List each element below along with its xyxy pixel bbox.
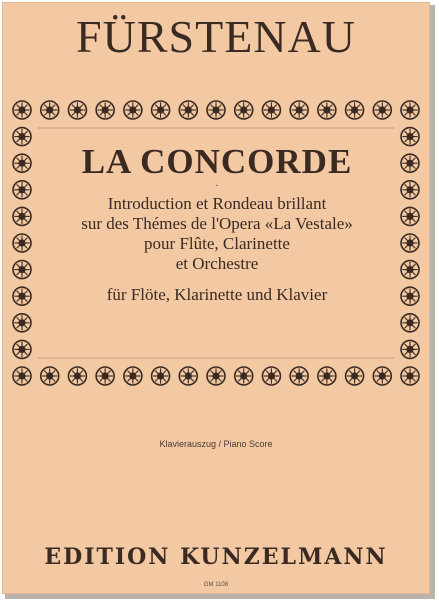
rosette-ornament <box>41 101 59 119</box>
rosette-ornament <box>401 367 419 385</box>
rosette-ornament <box>401 101 419 119</box>
rosette-ornament <box>13 207 31 225</box>
rosette-ornament <box>262 367 280 385</box>
rosette-ornament <box>96 101 114 119</box>
rosette-ornament <box>13 314 31 332</box>
rosette-ornament <box>13 181 31 199</box>
rosette-ornament <box>401 314 419 332</box>
work-title: LA CONCORDE <box>81 142 353 181</box>
rosette-ornament <box>235 101 253 119</box>
rosette-ornament <box>318 367 336 385</box>
composer-name: FÜRSTENAU <box>76 11 356 62</box>
rosette-ornament <box>235 367 253 385</box>
rosette-ornament <box>346 367 364 385</box>
title-separator: · <box>215 181 219 192</box>
rosette-ornament <box>13 128 31 146</box>
rosette-ornament <box>290 101 308 119</box>
rosette-ornament <box>290 367 308 385</box>
rosette-ornament <box>401 181 419 199</box>
rosette-ornament <box>124 101 142 119</box>
rosette-ornament <box>262 101 280 119</box>
subtitle-line-2: sur des Thémes de l'Opera «La Vestale» <box>81 214 353 233</box>
rosette-ornament <box>13 367 31 385</box>
rosette-ornament <box>401 128 419 146</box>
rosette-ornament <box>401 287 419 305</box>
rosette-ornament <box>96 367 114 385</box>
rosette-ornament <box>152 367 170 385</box>
rosette-ornament <box>401 340 419 358</box>
rosette-ornament <box>41 367 59 385</box>
score-type-label: Klavierauszug / Piano Score <box>159 439 273 449</box>
subtitle-line-3: pour Flûte, Clarinette <box>144 234 290 253</box>
rosette-ornament <box>401 234 419 252</box>
rosette-ornament <box>13 287 31 305</box>
rosette-ornament <box>346 101 364 119</box>
rosette-ornament <box>318 101 336 119</box>
rosette-ornament <box>13 340 31 358</box>
rosette-ornament <box>68 101 86 119</box>
subtitle-line-1: Introduction et Rondeau brillant <box>107 194 327 213</box>
rosette-ornament <box>68 367 86 385</box>
rosette-ornament <box>13 234 31 252</box>
rosette-ornament <box>13 261 31 279</box>
rosette-ornament <box>401 207 419 225</box>
publisher-name: EDITION KUNZELMANN <box>44 544 388 570</box>
title-block <box>44 142 390 305</box>
german-instrumentation: für Flöte, Klarinette und Klavier <box>106 285 328 304</box>
score-cover <box>2 2 430 594</box>
rosette-ornament <box>401 154 419 172</box>
rosette-ornament <box>179 367 197 385</box>
subtitle-line-4: et Orchestre <box>175 254 259 273</box>
rosette-ornament <box>124 367 142 385</box>
rosette-ornament <box>207 367 225 385</box>
catalog-number: GM 1108 <box>203 582 229 588</box>
rosette-ornament <box>373 367 391 385</box>
rosette-ornament <box>179 101 197 119</box>
rosette-ornament <box>13 101 31 119</box>
rosette-ornament <box>152 101 170 119</box>
rosette-ornament <box>401 261 419 279</box>
rosette-ornament <box>13 154 31 172</box>
rosette-ornament <box>373 101 391 119</box>
rosette-ornament <box>207 101 225 119</box>
